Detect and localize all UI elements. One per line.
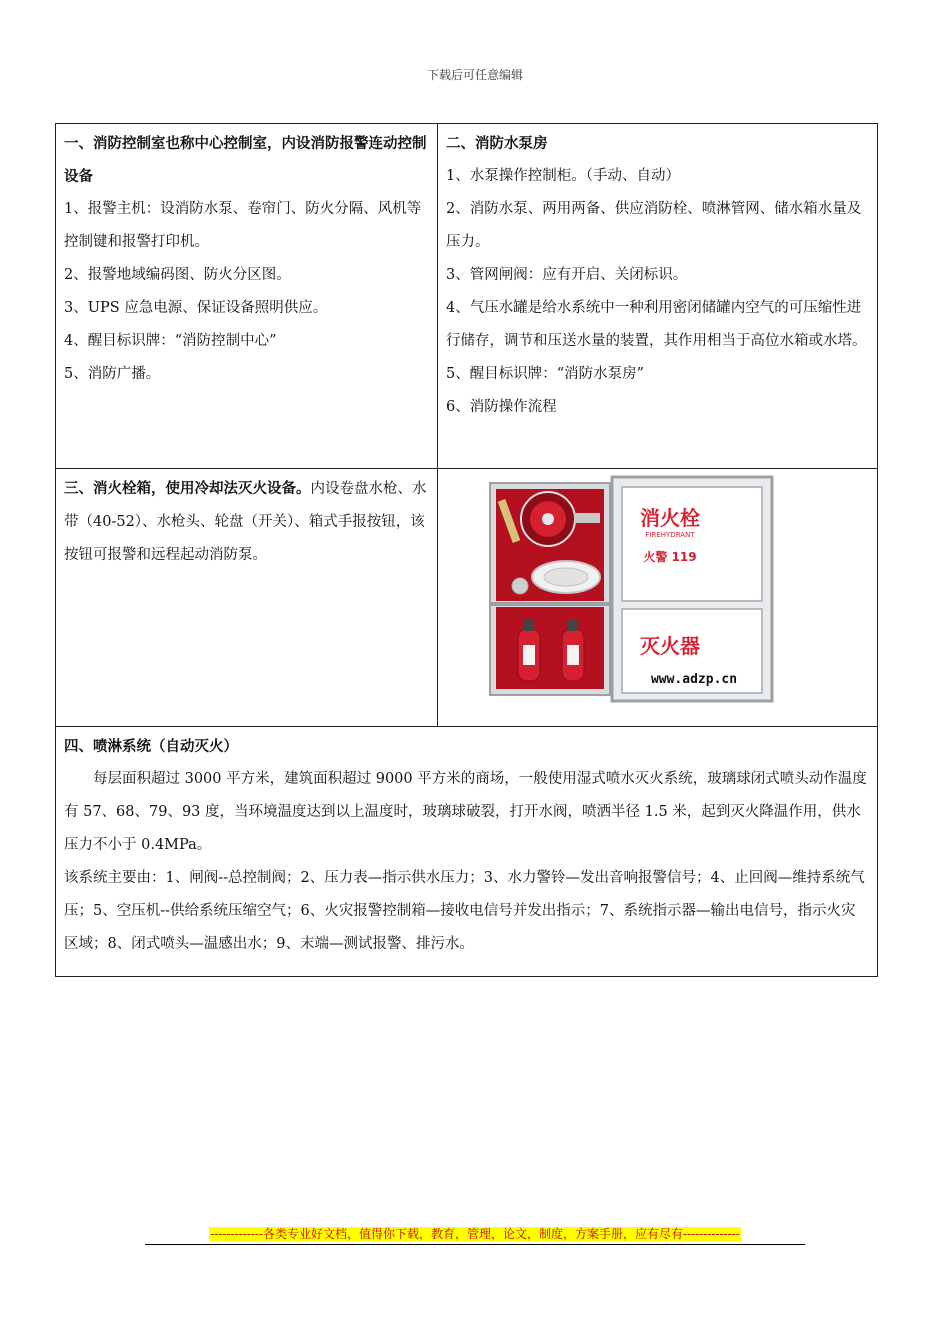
content-table [55,123,878,977]
footer-divider [145,1244,805,1245]
section-pump-room [438,124,878,469]
list-item: 4、醒目标识牌：“消防控制中心” [64,333,277,349]
section-title: 三、消火栓箱，使用冷却法灭火设备。 [64,480,311,497]
section-sprinkler [56,727,878,977]
table-row [56,124,878,469]
section-paragraph: 该系统主要由：1、闸阀--总控制阀；2、压力表—指示供水压力；3、水力警铃—发出音响报警信号；4、止回阀—维持系统气压；5、空压机--供给系统压缩空气；6、火灾报警控制箱—接收电信号并发出指示；7、系统指示器—输出电信号，指示火灾区域；8、闭式喷头—温感出水；9、末端—测试报警、排污水。 [64,870,865,952]
table-row [56,727,878,977]
list-item: 1、水泵操作控制柜。（手动、自动） [446,168,680,184]
list-item: 4、气压水罐是给水系统中一种利用密闭储罐内空气的可压缩性进行储存，调节和压送水量的装置，其作用相当于高位水箱或水塔。 [446,300,867,349]
list-item: 6、消防操作流程 [446,399,557,415]
list-item: 5、消防广播。 [64,366,161,382]
cabinet-sign-extinguisher: 灭火器 [640,634,700,658]
section-hydrant-box [56,469,438,727]
section-control-room [56,124,438,469]
footer-banner [0,1225,950,1242]
section-title: 四、喷淋系统（自动灭火） [64,738,238,755]
list-item: 2、报警地域编码图、防火分区图。 [64,267,291,283]
cabinet-sign-hydrant: 消火栓 [640,506,700,530]
list-item: 3、管网闸阀：应有开启、关闭标识。 [446,267,688,283]
list-item: 2、消防水泵、两用两备、供应消防栓、喷淋管网、储水箱水量及压力。 [446,201,862,250]
cabinet-sign-tel: 火警 119 [643,550,697,564]
hydrant-cabinet-cell [438,469,878,727]
list-item: 5、醒目标识牌：“消防水泵房” [446,366,645,382]
section-title: 一、消防控制室也称中心控制室，内设消防报警连动控制设备 [64,135,427,185]
section-title: 二、消防水泵房 [446,135,548,152]
header-note: 下载后可任意编辑 [426,68,523,82]
list-item: 1、报警主机：设消防水泵、卷帘门、防火分隔、风机等控制键和报警打印机。 [64,201,422,250]
footer-text: -------------各类专业好文档，值得你下载，教育，管理，论文，制度，方案手册，应有尽有-------------- [210,1227,740,1241]
section-text: 内设卷盘水枪、水带（40-52）、水枪头、轮盘（开关）、箱式手报按钮，该按钮可报警和远程起动消防泵。 [64,481,427,563]
image-watermark: www.adzp.cn [650,672,738,687]
list-item: 3、UPS 应急电源、保证设备照明供应。 [64,300,328,316]
cabinet-sign-english: FIREHYDRANT [645,531,695,539]
table-row [56,469,878,727]
section-paragraph: 每层面积超过 3000 平方米，建筑面积超过 9000 平方米的商场，一般使用湿式喷水灭火系统，玻璃球闭式喷头动作温度有 57、68、79、93 度，当环境温度达到以上温度时，玻璃球破裂，打开水阀，喷洒半径 1.5 米，起到灭火降温作用，供水压力不小于 0.4MPa。 [64,771,867,853]
hydrant-cabinet-image [438,469,878,717]
